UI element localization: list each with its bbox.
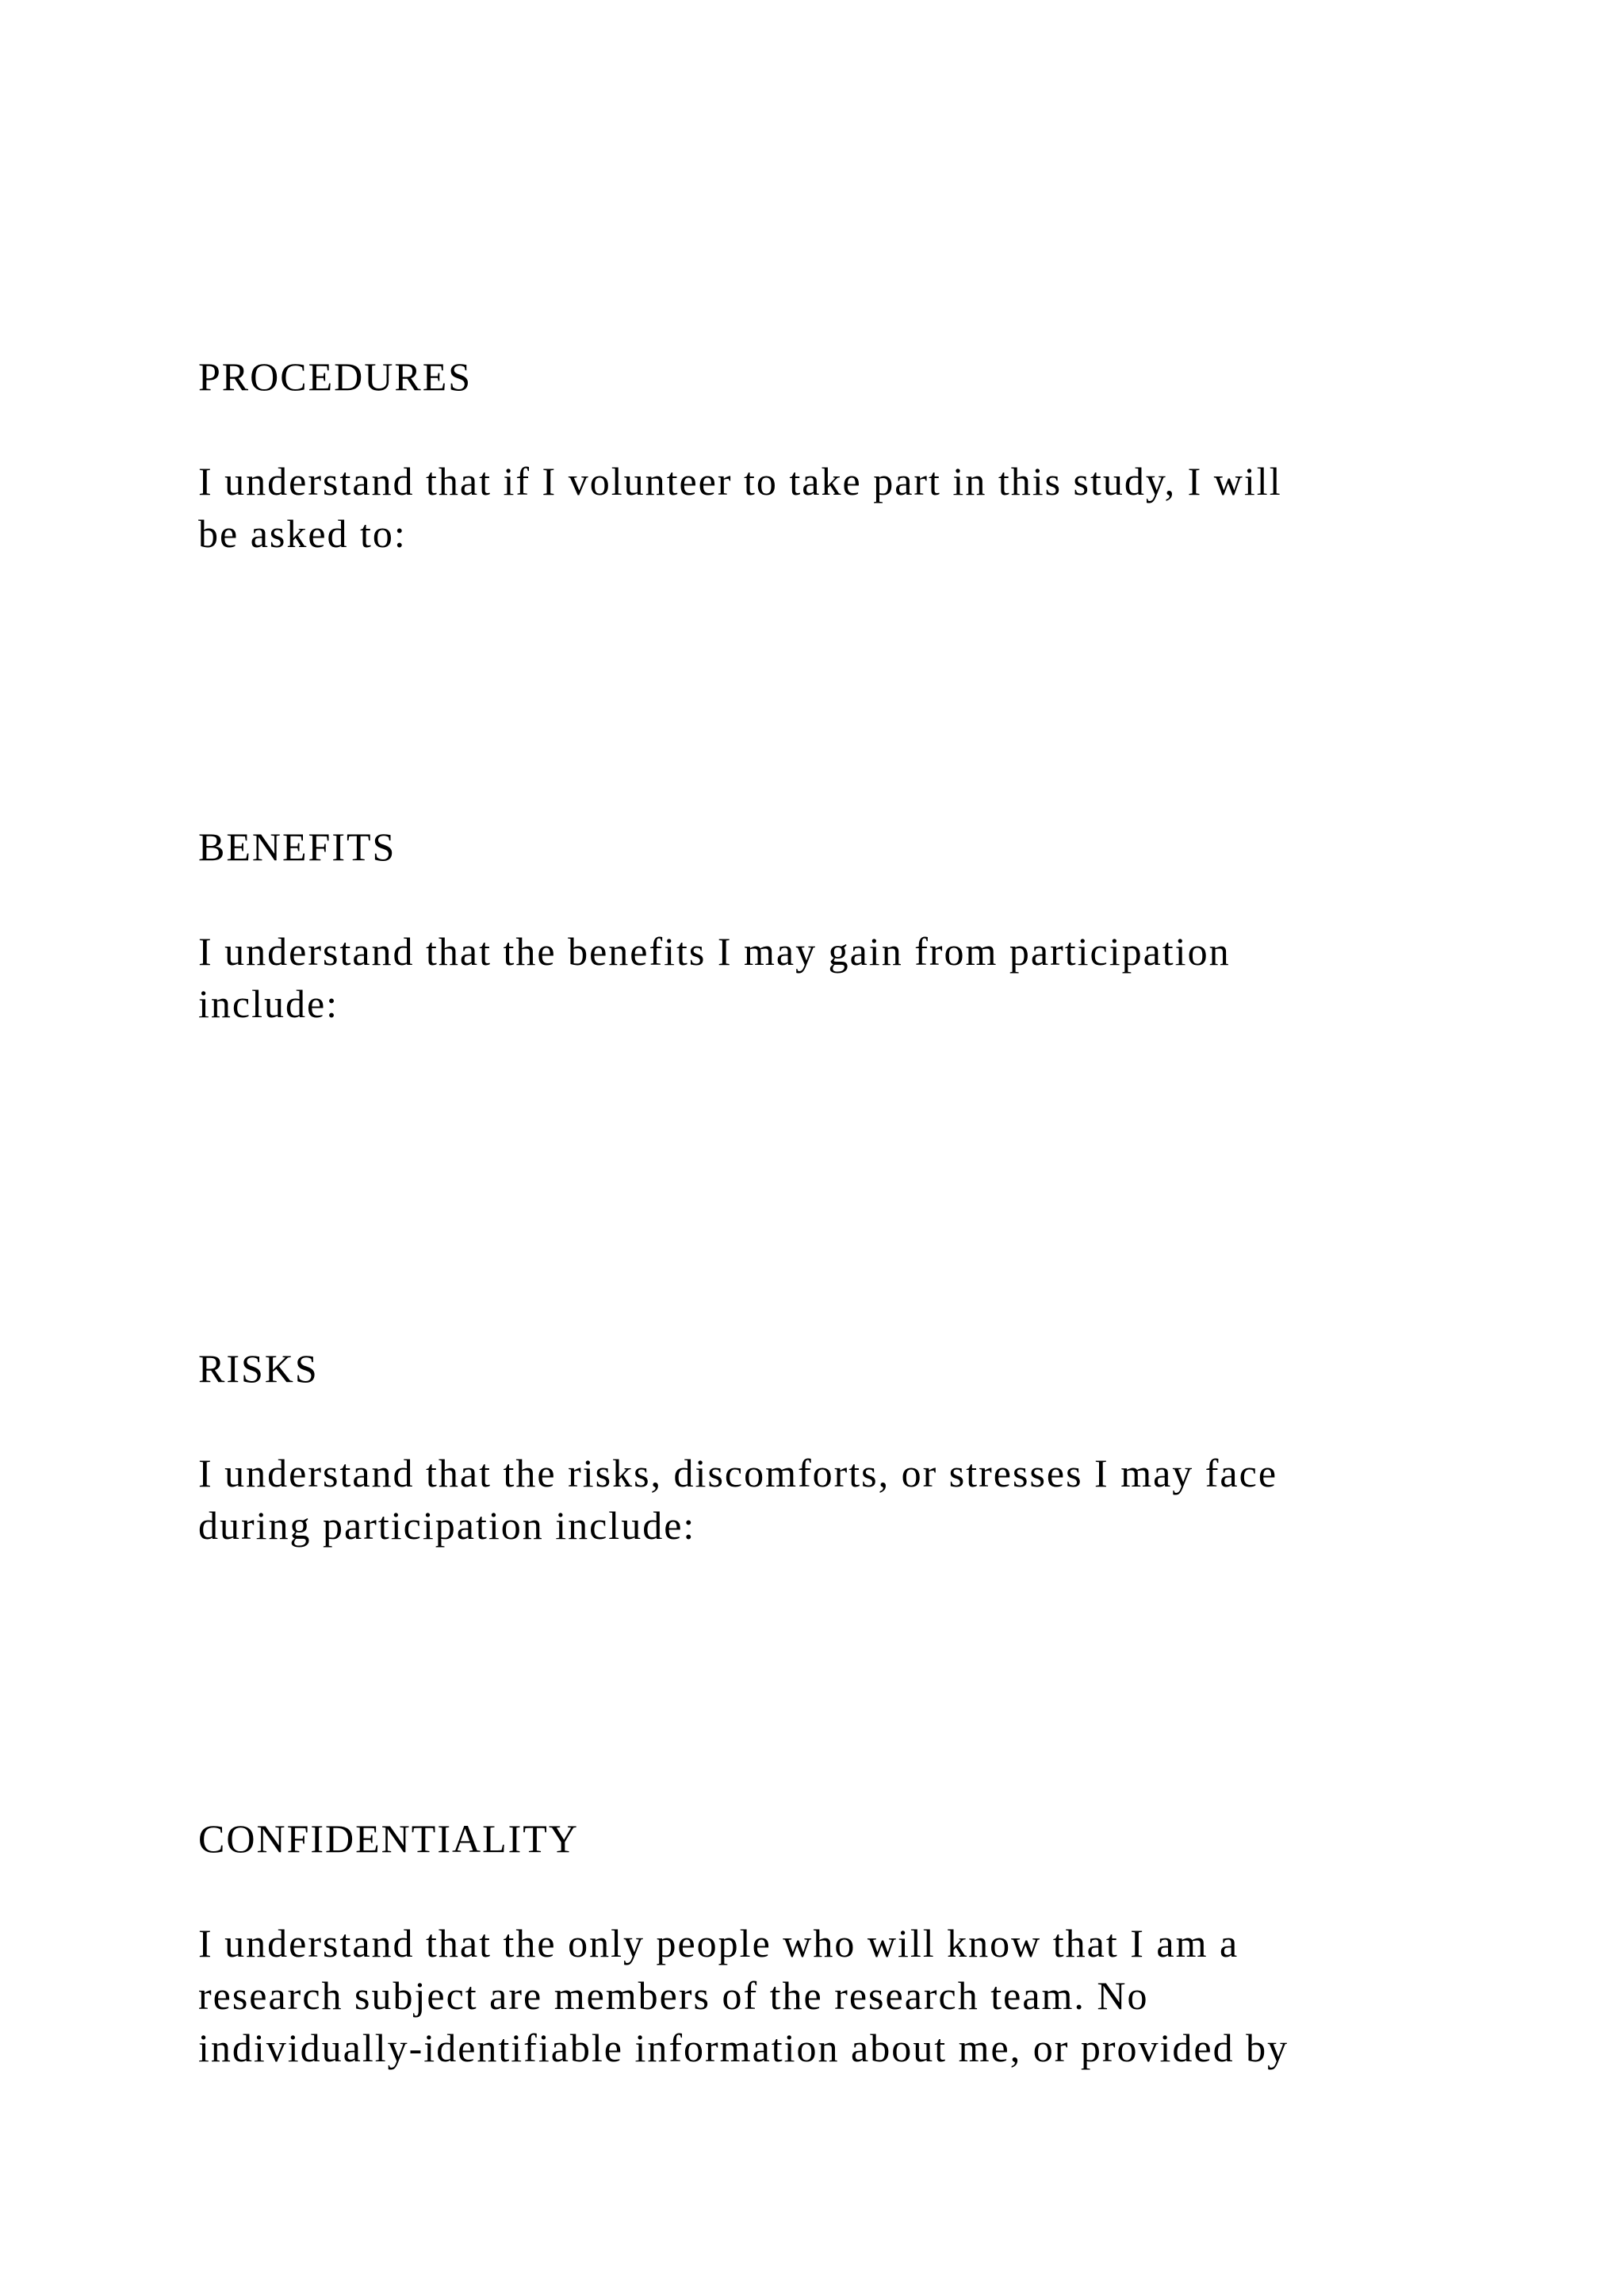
section-paragraph-procedures [198,455,1546,560]
paragraph-line: I understand that if I volunteer to take part in this study, I will [198,459,1282,503]
section-paragraph-confidentiality [198,1917,1546,2074]
section-paragraph-risks [198,1447,1546,1552]
paragraph-line: I understand that the risks, discomforts, or stresses I may face [198,1451,1278,1495]
paragraph-line: research subject are members of the research team. No [198,1973,1149,2018]
paragraph-line: individually-identifiable information about me, or provided by [198,2026,1289,2070]
paragraph-line: during participation include: [198,1503,696,1548]
paragraph-line: I understand that the benefits I may gain from participation [198,929,1231,974]
paragraph-line: include: [198,982,339,1026]
section-paragraph-benefits [198,925,1546,1030]
section-heading-benefits: BENEFITS [198,825,396,869]
paragraph-line: be asked to: [198,511,407,556]
paragraph-line: I understand that the only people who will know that I am a [198,1921,1239,1965]
section-heading-procedures: PROCEDURES [198,354,473,399]
section-heading-confidentiality: CONFIDENTIALITY [198,1816,579,1861]
section-heading-risks: RISKS [198,1346,319,1391]
